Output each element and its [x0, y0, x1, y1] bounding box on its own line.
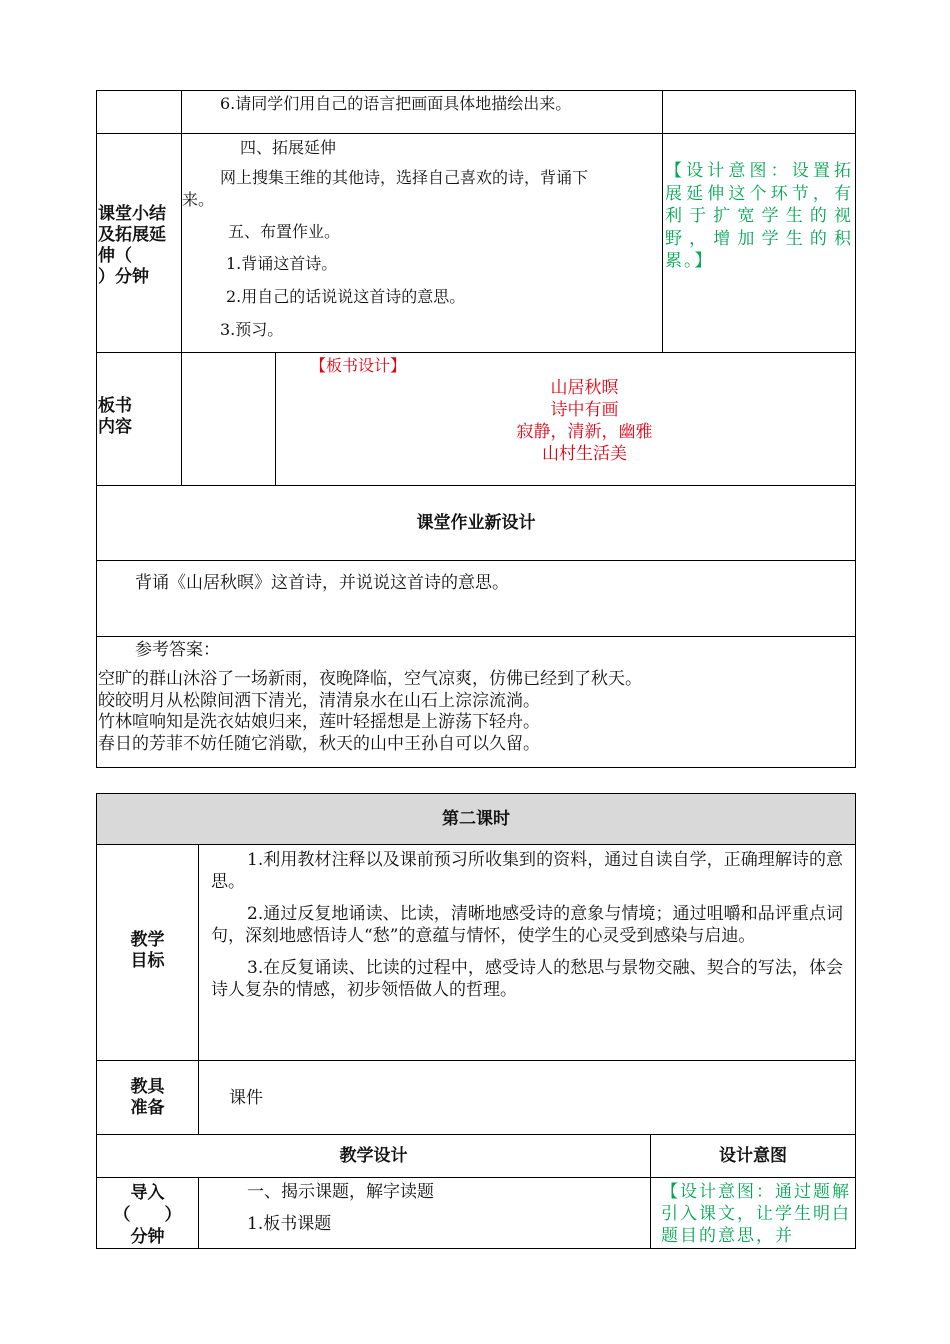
- design-header-left: 教学设计: [339, 1146, 408, 1166]
- design-header-right-cell: [651, 1135, 856, 1178]
- answer-label: 参考答案：: [135, 640, 220, 660]
- board-label-line: 内容: [98, 417, 132, 437]
- intro-intent-cell: [651, 1178, 856, 1249]
- board-line: 山居秋暝: [550, 378, 619, 398]
- goals-label-cell: [97, 845, 199, 1061]
- answer-cell: [97, 637, 856, 768]
- board-line: 诗中有画: [550, 400, 619, 420]
- homework-design-title: 课堂作业新设计: [416, 513, 536, 533]
- tools-label-cell: [97, 1061, 199, 1135]
- summary-label-cell: [97, 134, 182, 353]
- lesson2-table: [96, 793, 856, 1249]
- extend-heading: 四、拓展延伸: [240, 138, 337, 157]
- answer-line: 空旷的群山沐浴了一场新雨，夜晚降临，空气凉爽，仿佛已经到了秋天。: [98, 669, 642, 689]
- design-header-left-cell: [97, 1135, 651, 1178]
- intro-label-line: 导入: [130, 1183, 165, 1203]
- goal-item: 3.在反复诵读、比读的过程中，感受诗人的愁思与景物交融、契合的写法，体会诗人复杂的情感，初步领悟做人的哲理。: [211, 958, 843, 1000]
- board-inner-divider: [267, 353, 276, 486]
- homework-item: 1.背诵这首诗。: [226, 254, 338, 273]
- lesson2-title: 第二课时: [442, 809, 510, 829]
- intro-row: [97, 1178, 856, 1249]
- homework-task-row: [97, 561, 856, 637]
- lesson2-title-row: [97, 794, 856, 845]
- tools-label-line: 教具: [130, 1076, 165, 1097]
- summary-label-line: 及拓展延: [98, 225, 166, 245]
- summary-intent-text: 【设计意图：设置拓展延伸这个环节，有利于扩宽学生的视野，增加学生的积累。】: [665, 161, 853, 271]
- answer-line: 竹林喧响知是洗衣姑娘归来，莲叶轻摇想是上游荡下轻舟。: [98, 712, 540, 732]
- intro-content-cell: [199, 1178, 651, 1249]
- intro-label-line: （ ）: [113, 1205, 182, 1225]
- summary-content-cell: [182, 134, 663, 353]
- summary-label-line: ）分钟: [98, 267, 149, 287]
- summary-intent-cell: [663, 134, 856, 353]
- homework-title-row: [97, 486, 856, 561]
- goals-row: [97, 845, 856, 1061]
- tools-content-cell: [199, 1061, 856, 1135]
- step6-text: 6.请同学们用自己的语言把画面具体地描绘出来。: [220, 94, 572, 113]
- step6-row: [97, 91, 856, 134]
- step6-intent-cell: [663, 91, 856, 134]
- goal-item: 1.利用教材注释以及课前预习所收集到的资料，通过自读自学，正确理解诗的意思。: [211, 850, 843, 892]
- tools-value: 课件: [229, 1087, 263, 1108]
- board-row: [97, 353, 856, 486]
- board-label-line: 板书: [98, 396, 132, 416]
- homework-heading: 五、布置作业。: [228, 222, 341, 241]
- step6-content-cell: [182, 91, 663, 134]
- board-line: 山村生活美: [542, 444, 627, 464]
- board-content-cell: [182, 353, 856, 486]
- intro-label-cell: [97, 1178, 199, 1249]
- homework-task-text: 背诵《山居秋暝》这首诗，并说说这首诗的意思。: [135, 573, 509, 593]
- homework-item: 2.用自己的话说说这首诗的意思。: [226, 287, 466, 306]
- goals-content-cell: [199, 845, 856, 1061]
- step6-label-cell: [97, 91, 182, 134]
- summary-row: [97, 134, 856, 353]
- intro-label-line: 分钟: [130, 1227, 165, 1247]
- answer-line: 春日的芳菲不妨任随它消歇，秋天的山中王孙自可以久留。: [98, 733, 540, 754]
- board-title: 【板书设计】: [310, 356, 407, 375]
- homework-item: 3.预习。: [220, 320, 284, 339]
- lesson1-table: [96, 90, 856, 768]
- tools-row: [97, 1061, 856, 1135]
- tools-label-line: 准备: [130, 1097, 165, 1118]
- lesson2-title-cell: [97, 794, 856, 845]
- summary-label-line: 伸（: [98, 246, 132, 266]
- summary-label-line: 课堂小结: [98, 204, 166, 224]
- extend-text-line2: 来。: [182, 190, 215, 209]
- intro-intent-text: 【设计意图：通过题解引入课文，让学生明白题目的意思，并: [661, 1182, 851, 1246]
- intro-step: 1.板书课题: [247, 1214, 332, 1234]
- board-line: 寂静，清新，幽雅: [516, 422, 653, 442]
- extend-text-line1: 网上搜集王维的其他诗，选择自己喜欢的诗，背诵下: [220, 168, 589, 187]
- answer-line: 皎皎明月从松隙间洒下清光，清清泉水在山石上淙淙流淌。: [98, 690, 540, 711]
- design-header-right: 设计意图: [719, 1146, 787, 1166]
- goal-item: 2.通过反复地诵读、比读，清晰地感受诗的意象与情境；通过咀嚼和品评重点词句，深刻地感悟诗人“愁”的意蕴与情怀，使学生的心灵受到感染与启迪。: [211, 904, 843, 946]
- intro-heading: 一、揭示课题，解字读题: [247, 1182, 434, 1202]
- board-label-cell: [97, 353, 182, 486]
- goals-label-line: 教学: [130, 929, 165, 950]
- design-header-row: [97, 1135, 856, 1178]
- goals-label-line: 目标: [130, 950, 165, 971]
- answer-row: [97, 637, 856, 768]
- homework-task-cell: [97, 561, 856, 637]
- homework-title-cell: [97, 486, 856, 561]
